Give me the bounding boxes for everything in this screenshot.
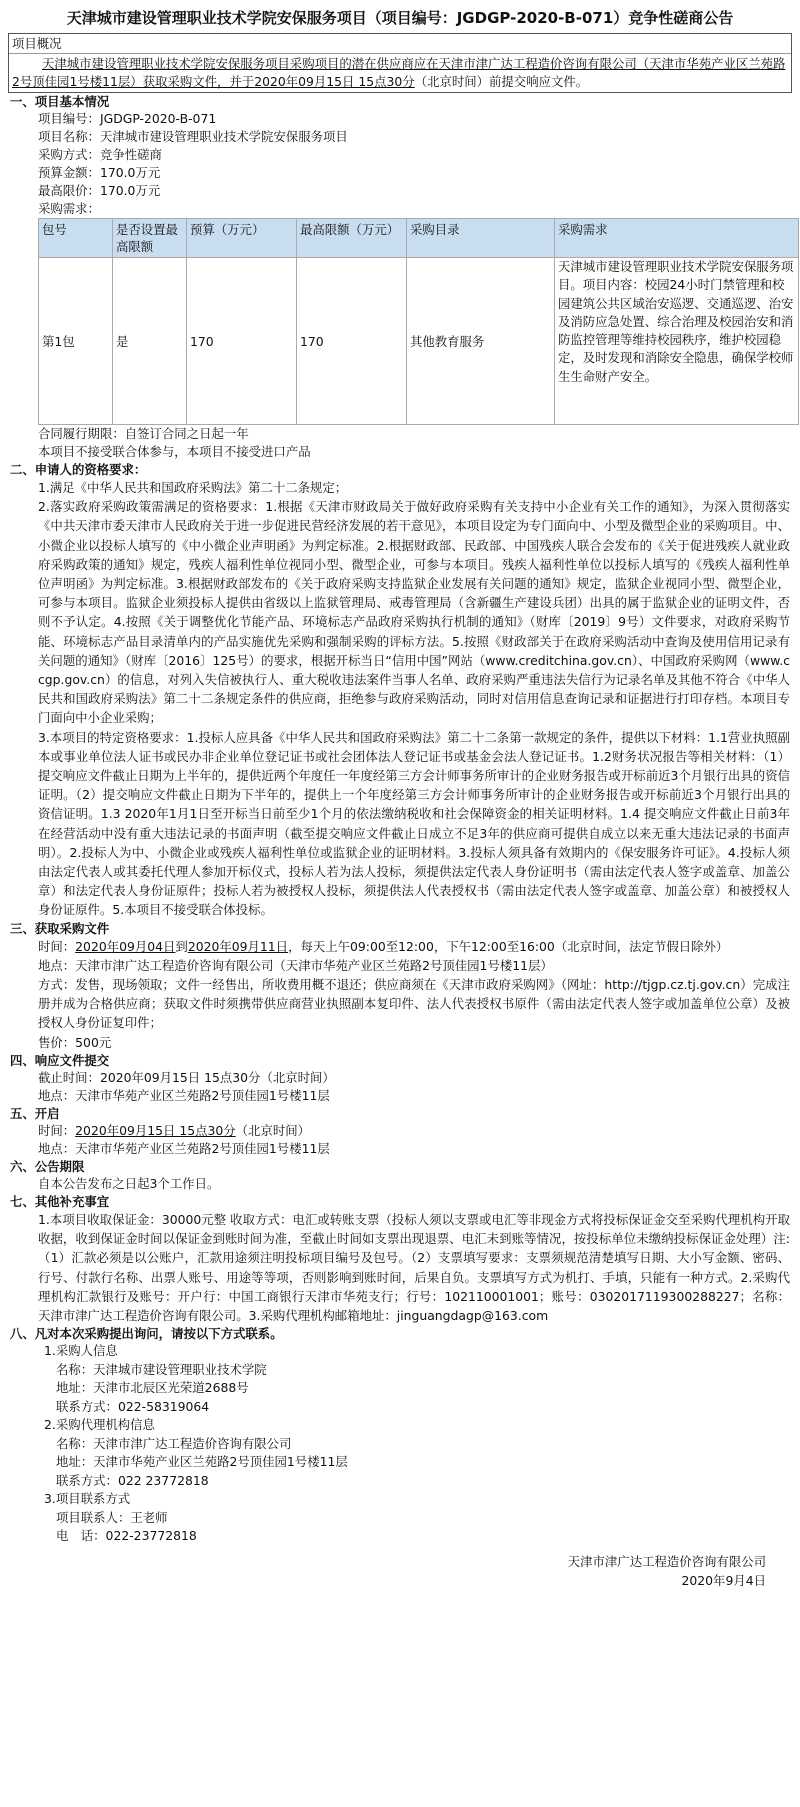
obtain-time-prefix: 时间： bbox=[38, 938, 76, 954]
table-header: 预算（万元） bbox=[187, 219, 297, 258]
section-6-heading: 六、公告期限 bbox=[10, 1158, 85, 1174]
qualification-1: 1.满足《中华人民共和国政府采购法》第二十二条规定； bbox=[38, 480, 348, 495]
project-name: 项目名称：天津城市建设管理职业技术学院安保服务项目 bbox=[38, 129, 348, 144]
procurement-method: 采购方式：竞争性磋商 bbox=[38, 147, 162, 162]
max-price: 最高限价：170.0万元 bbox=[38, 183, 161, 198]
obtain-time-start: 2020年09月04日 bbox=[75, 938, 176, 954]
budget-amount: 预算金额：170.0万元 bbox=[38, 165, 161, 180]
section-3-heading: 三、获取采购文件 bbox=[10, 920, 110, 936]
overview-text-2: （北京时间）前提交响应文件。 bbox=[414, 74, 589, 89]
overview-heading: 项目概况 bbox=[9, 34, 791, 54]
project-contact-title: 3.项目联系方式 bbox=[44, 1491, 131, 1507]
overview-text bbox=[9, 54, 791, 92]
purchaser-title: 1.采购人信息 bbox=[44, 1343, 118, 1359]
obtain-place: 地点：天津市津广达工程造价咨询有限公司（天津市华苑产业区兰苑路2号顶佳园1号楼11层） bbox=[38, 957, 553, 973]
project-number: 项目编号：JGDGP-2020-B-071 bbox=[38, 111, 217, 126]
obtain-time-mid: 到 bbox=[175, 938, 188, 954]
section-5-heading: 五、开启 bbox=[10, 1105, 60, 1121]
table-header: 是否设置最高限额 bbox=[113, 219, 187, 258]
table-header: 采购需求 bbox=[555, 219, 799, 258]
submit-place: 地点：天津市华苑产业区兰苑路2号顶佳园1号楼11层 bbox=[38, 1087, 330, 1103]
qualification-2: 2.落实政府采购政策需满足的资格要求：1.根据《天津市财政局关于做好政府采购有关支持中小企业有关工作的通知》，为深入贯彻落实《中共天津市委天津市人民政府关于进一步促进民营经济发展的若干意见》，本项目设定为专门面向中、小型及微型企业的采购项目。中、小微企业以投标人填写的《中小微企业声明函》为判定标准。2.根据财政部、民政部、中国残疾人联合会发布的《关于促进残疾人就业政府采购政策的通知》规定，残疾人福利性单位视同小型、微型企业，可参与本项目。残疾人福利性单位以投标人填写的《残疾人福利性单位声明函》为判定标准。3.根据财政部发布的《关于政府采购支持监狱企业发展有关问题的通知》规定，监狱企业视同小型、微型企业，可参与本项目。监狱企业须投标人提供由省级以上监狱管理局、戒毒管理局（含新疆生产建设兵团）出具的属于监狱企业的证明文件，否则不予认定。4.按照《关于调整优化节能产品、环境标志产品政府采购执行机制的通知》（财库〔2019〕9号）文件要求，对政府采购节能、环境标志产品目录清单内的产品实施优先采购和强制采购的评标方法。5.按照《财政部关于在政府采购活动中查询及使用信用记录有关问题的通知》（财库〔2016〕125号）的要求，根据开标当日“信用中国”网站（www.creditchina.gov.cn）、中国政府采购网（www.ccgp.gov.cn）的信息，对列入失信被执行人、重大税收违法案件当事人名单、政府采购严重违法失信行为记录名单及其他不符合《中华人民共和国政府采购法》第二十二条规定条件的供应商，拒绝参与政府采购活动，同时对信用信息查询记录和证据进行打印存档。本项目专门面向中小企业采购； bbox=[38, 499, 790, 726]
obtain-time-rest: ，每天上午09:00至12:00，下午12:00至16:00（北京时间，法定节假日除外） bbox=[288, 938, 729, 954]
other-matters: 1.本项目收取保证金：30000元整 收取方式：电汇或转账支票（投标人须以支票或电汇等非现金方式将投标保证金交至采购代理机构开取收据，收到保证金时间以保证金到账时间为准，至截止时间如支票出现退票、电汇未到账等情况，按投标单位未缴纳投标保证金处理）注:（1）汇款必须是以公账户，汇款用途须注明投标项目编号及包号。（2）支票填写要求：支票须规范清楚填写日期、大小写金额、密码、行号、付款行名称、出票人账号、用途等等项，否则影响到账时间，后果自负。支票填写方式为机打、手填，只能有一种方式。2.采购代理机构汇款银行及账号：开户行：中国工商银行天津市华苑支行；行号：102110001001；账号：0302017119300288227；名称：天津市津广达工程造价咨询有限公司。3.采购代理机构邮箱地址：jinguangdagp@163.com bbox=[38, 1211, 790, 1323]
opening-time-prefix: 时间： bbox=[38, 1122, 76, 1138]
description-text: 天津城市建设管理职业技术学院安保服务项目。项目内容：校园24小时门禁管理和校园建筑公共区域治安巡逻、交通巡逻、治安及消防应急处置、综合治理及校园治安和消防监控管理等维持校园秩序，维护校园稳定，及时发现和消除安全隐患，确保学校师生生命财产安全。 bbox=[558, 259, 794, 384]
requirements-table bbox=[38, 218, 799, 425]
table-cell: 170 bbox=[187, 258, 297, 425]
table-header: 包号 bbox=[39, 219, 113, 258]
agency-phone: 联系方式：022 23772818 bbox=[56, 1472, 209, 1488]
section-1-heading: 一、项目基本情况 bbox=[10, 94, 110, 109]
table-cell: 第1包 bbox=[39, 258, 113, 425]
agency-name: 名称：天津市津广达工程造价咨询有限公司 bbox=[56, 1435, 292, 1451]
table-cell-description bbox=[555, 258, 799, 425]
table-header: 采购目录 bbox=[407, 219, 555, 258]
overview-deadline: 2020年09月15日 15点30分 bbox=[254, 74, 415, 89]
section-7-heading: 七、其他补充事宜 bbox=[10, 1193, 110, 1209]
table-cell: 其他教育服务 bbox=[407, 258, 555, 425]
agency-address: 地址：天津市华苑产业区兰苑路2号顶佳园1号楼11层 bbox=[56, 1454, 348, 1470]
section-4-heading: 四、响应文件提交 bbox=[10, 1052, 110, 1068]
project-contact-person: 项目联系人：王老师 bbox=[56, 1509, 168, 1525]
opening-place: 地点：天津市华苑产业区兰苑路2号顶佳园1号楼11层 bbox=[38, 1140, 330, 1156]
purchaser-address: 地址：天津市北辰区光荣道2688号 bbox=[56, 1380, 249, 1396]
opening-time-value: 2020年09月15日 15点30分 bbox=[75, 1122, 236, 1138]
section-2-heading: 二、申请人的资格要求： bbox=[10, 462, 147, 477]
table-row bbox=[39, 258, 799, 425]
agency-title: 2.采购代理机构信息 bbox=[44, 1417, 155, 1433]
contract-period: 合同履行期限：自签订合同之日起一年 bbox=[38, 426, 249, 441]
page-title: 天津城市建设管理职业技术学院安保服务项目（项目编号：JGDGP-2020-B-071）竞争性磋商公告 bbox=[66, 9, 734, 27]
obtain-way: 方式：发售，现场领取；文件一经售出，所收费用概不退还；供应商须在《天津市政府采购网》（网址：http://tjgp.cz.tj.gov.cn）完成注册并成为合格供应商；获取文件时须携带供应商营业执照副本复印件、法人代表授权书原件（需由法定代表人签字或加盖单位公章）及被授权人身份证复印件； bbox=[38, 977, 790, 1031]
table-header: 最高限额（万元） bbox=[297, 219, 407, 258]
table-cell: 是 bbox=[113, 258, 187, 425]
consortium-note: 本项目不接受联合体参与，本项目不接受进口产品 bbox=[38, 444, 311, 459]
opening-time-suffix: （北京时间） bbox=[235, 1122, 311, 1138]
overview-text-1: 天津城市建设管理职业技术学院安保服务项目采购项目的潜在供应商应在天津市津广达工程造价咨询有限公司（天津市华苑产业区兰苑路2号顶佳园1号楼11层）获取采购文件，并于 bbox=[12, 56, 786, 89]
table-cell: 170 bbox=[297, 258, 407, 425]
obtain-price: 售价：500元 bbox=[38, 1034, 112, 1050]
qualification-3: 3.本项目的特定资格要求：1.投标人应具备《中华人民共和国政府采购法》第二十二条第一款规定的条件，提供以下材料：1.1营业执照副本或事业单位法人证书或民办非企业单位登记证书或社会团体法人登记证书或基金会法人登记证书。1.2财务状况报告等相关材料：（1）提交响应文件截止日期为上半年的，提供近两个年度任一年度经第三方会计师事务所审计的企业财务报告或开标前近3个月银行出具的资信证明。（2）提交响应文件截止日期为下半年的，提供上一个年度经第三方会计师事务所审计的企业财务报告或开标前近3个月银行出具的资信证明。1.3 2020年1月1日至开标当日前至少1个月的依法缴纳税收和社会保障资金的相关证明材料。1.4 提交响应文件截止日前3年在经营活动中没有重大违法记录的书面声明（截至提交响应文件截止日成立不足3年的供应商可提供自成立以来无重大违法记录的书面声明）。2.投标人为中、小微企业或残疾人福利性单位或监狱企业的证明材料。3.投标人须具备有效期内的《保安服务许可证》。4.投标人须由法定代表人或其委托代理人参加开标仪式，投标人若为法人投标，须提供法定代表人身份证明书（需由法定代表人签字或盖章、加盖公章）和法定代表人身份证原件；投标人若为被授权人投标，须提供法人代表授权书（需由法定代表人签字或盖章、加盖公章）和被授权人身份证原件。5.本项目不接受联合体投标。 bbox=[38, 729, 790, 918]
table-header-row bbox=[39, 219, 799, 258]
section-8-heading: 八、凡对本次采购提出询问，请按以下方式联系。 bbox=[10, 1326, 283, 1342]
opening-time bbox=[8, 1122, 792, 1140]
obtain-time-end: 2020年09月11日 bbox=[187, 938, 289, 954]
signature-date: 2020年9月4日 bbox=[681, 1572, 766, 1588]
demand-label: 采购需求： bbox=[38, 201, 100, 216]
project-contact-phone: 电 话：022-23772818 bbox=[56, 1528, 197, 1544]
obtain-time bbox=[8, 937, 792, 956]
purchaser-name: 名称：天津城市建设管理职业技术学院 bbox=[56, 1361, 267, 1377]
signature-company: 天津市津广达工程造价咨询有限公司 bbox=[567, 1553, 766, 1569]
notice-period: 自本公告发布之日起3个工作日。 bbox=[38, 1175, 220, 1191]
purchaser-phone: 联系方式：022-58319064 bbox=[56, 1398, 210, 1414]
submit-deadline: 截止时间：2020年09月15日 15点30分（北京时间） bbox=[38, 1069, 335, 1085]
overview-box bbox=[8, 33, 792, 93]
